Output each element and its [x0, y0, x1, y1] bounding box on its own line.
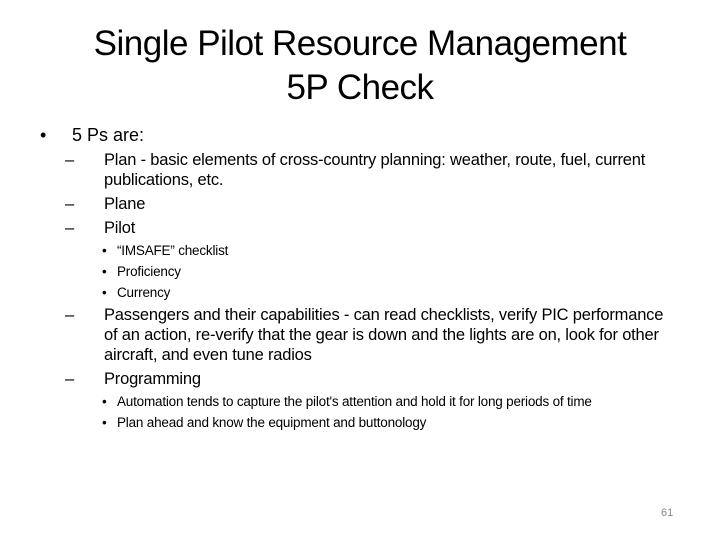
pilot-subitem: • Currency — [102, 285, 171, 300]
dash-icon: – — [65, 370, 74, 388]
dash-icon: – — [65, 195, 74, 213]
bullet-icon: • — [102, 264, 107, 279]
pilot-subitem: • “IMSAFE” checklist — [102, 243, 229, 258]
bullet-icon: • — [102, 285, 107, 300]
bullet-icon: • — [102, 394, 107, 409]
slide-body — [40, 124, 680, 435]
bullet-icon: • — [40, 125, 47, 145]
dash-icon: – — [65, 306, 74, 324]
item-programming: – Programming — [65, 370, 201, 388]
pilot-subitem: • Proficiency — [102, 264, 181, 279]
item-plane: – Plane — [65, 195, 146, 213]
bullet-icon: • — [102, 243, 107, 258]
title-line-2: 5P Check — [286, 68, 434, 107]
item-passengers: – Passengers and their capabilities - can read checklists, verify PIC performance of an action, re-verify that the gear is down and the lights are on, look for other aircraft, and even tune radios — [65, 306, 664, 364]
programming-subitem: • Plan ahead and know the equipment and buttonology — [102, 415, 427, 430]
bullet-icon: • — [102, 415, 107, 430]
slide-title — [36, 22, 684, 110]
bullet-5ps: • 5 Ps are: — [40, 125, 145, 145]
item-plan: – Plan - basic elements of cross-country planning: weather, route, fuel, current publications, etc. — [65, 151, 646, 189]
page-number: 61 — [661, 507, 674, 519]
dash-icon: – — [65, 219, 74, 237]
item-pilot: – Pilot — [65, 219, 136, 237]
dash-icon: – — [65, 151, 74, 169]
title-line-1: Single Pilot Resource Management — [93, 24, 627, 63]
programming-subitem: • Automation tends to capture the pilot's attention and hold it for long periods of time — [102, 394, 592, 409]
